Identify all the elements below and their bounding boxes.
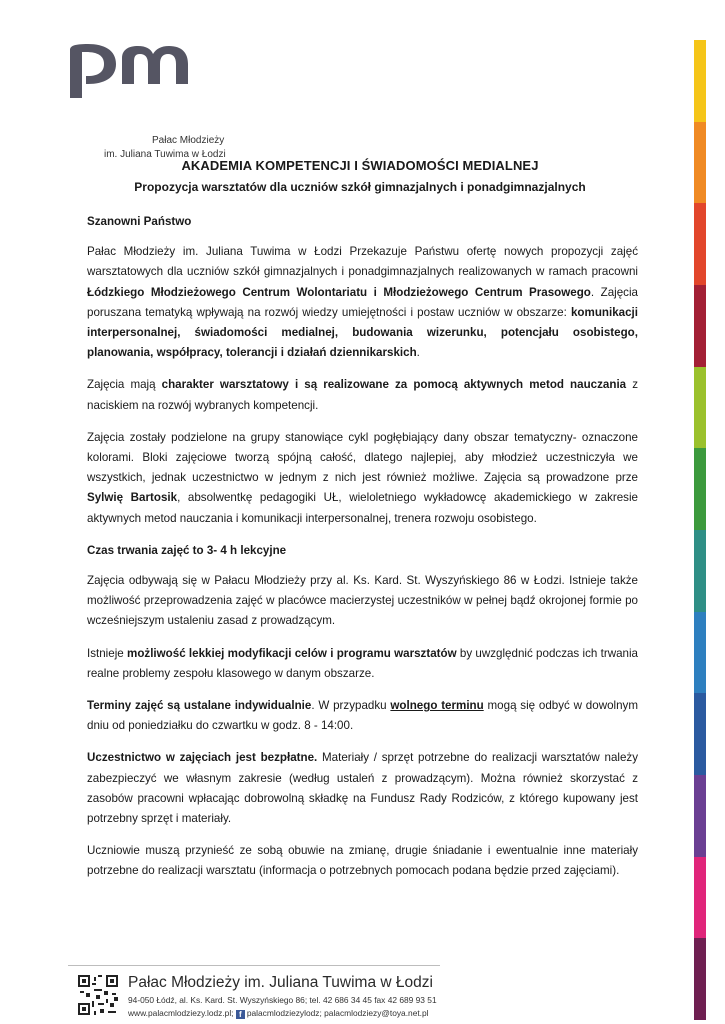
paragraph-location: Zajęcia odbywają się w Pałacu Młodzieży przy al. Ks. Kard. St. Wyszyńskiego 86 w Łodzi. Istnieje także możliwość przeprowadzenia zajęć w placówce macierzystej uczestników w pełnej bądź okrojonej formie po wcześniejszym ustaleniu zasad z prowadzącym. [87,574,638,628]
bold-text: Uczestnictwo w zajęciach jest bezpłatne. [87,751,318,765]
page-subtitle: Propozycja warsztatów dla uczniów szkół gimnazjalnych i ponadgimnazjalnych [134,180,586,194]
text: . [416,346,420,360]
bold-text: Sylwię Bartosik [87,491,178,505]
bold-text: możliwość lekkiej modyfikacji celów i programu warsztatów [127,646,457,660]
color-strip-segment [694,530,706,612]
underlined-text: wolnego terminu [390,699,484,713]
text: Istnieje [87,646,128,660]
color-strip-segment [694,693,706,775]
logo-line-2: im. Juliana Tuwima w Łodzi [104,149,226,160]
color-strip-segment [694,40,706,122]
website-link[interactable]: www.palacmlodziezy.lodz.pl; [128,1008,234,1018]
text: Materiały / sprzęt potrzebne do realizacji warsztatów należy zabezpieczyć we własnym zakresie (według ustaleń z prowadzącym). Można również skorzystać z zasobów pracowni wpłacając dobrowolną składkę na Fundusz Rady Rodziców, z którego kupowany jest potrzebny sprzęt i materiały. [87,751,639,826]
footer-divider [68,965,440,966]
footer-contacts [128,1008,429,1019]
text: Zajęcia mają [87,378,162,392]
text: Zajęcia zostały podzielone na grupy stanowiące cykl pogłębiający dany obszar tematyczny- oznaczone kolorami. Bloki zajęciowe tworzą spójną całość, dlatego najlepiej, aby młodzież uczestniczyła we wszystkich, jednak uczestnictwo w jednym z nich jest również możliwe. Zajęcia są prowadzone prze [87,430,638,485]
paragraph-requirements: Uczniowie muszą przynieść ze sobą obuwie na zmianę, drugie śniadanie i ewentualnie inne materiały potrzebne do realizacji warsztatu (informacja o potrzebnych pomocach podana będzie przed zajęciami). [87,844,638,878]
footer-institution-name: Pałac Młodzieży im. Juliana Tuwima w Łodzi [128,974,433,991]
paragraph-intro [87,242,638,363]
letter-body [87,212,638,894]
facebook-icon: f [236,1010,245,1019]
color-strip-segment [694,203,706,285]
text: Pałac Młodzieży im. Juliana Tuwima w Łodzi Przekazuje Państwu ofertę nowych propozycji zajęć warsztatowych dla uczniów szkół gimnazjalnych i ponadgimnazjalnych realizowanych w ramach pracowni [87,245,638,279]
text: , absolwentkę pedagogiki UŁ, wieloletniego wykładowcę akademickiego w zakresie aktywnych metod nauczania i komunikacji interpersonalnej, trenera rozwoju osobistego. [87,491,639,525]
pm-logo-mark [64,40,194,100]
qr-code-icon [78,975,118,1015]
color-strip-segment [694,448,706,530]
paragraph-modification [87,644,638,684]
logo-line-1: Pałac Młodzieży [152,135,225,146]
bold-text: Łódzkiego Młodzieżowego Centrum Wolontariatu i Młodzieżowego Centrum Prasowego [87,285,591,299]
color-strip-segment [694,938,706,1020]
color-strip [694,40,706,1020]
paragraph-groups [87,428,638,529]
footer-address: 94-050 Łódź, al. Ks. Kard. St. Wyszyńskiego 86; tel. 42 686 34 45 fax 42 689 93 51 [128,995,437,1005]
text: by uwzględnić podczas ich trwania realne problemy zespołu klasowego w danym obszarze. [87,646,638,680]
color-strip-segment [694,857,706,939]
palac-logo [64,40,226,160]
color-strip-segment [694,285,706,367]
salutation: Szanowni Państwo [87,215,192,228]
facebook-link[interactable]: palacmlodziezylodz; [246,1008,322,1018]
color-strip-segment [694,122,706,204]
paragraph-terms [87,696,638,736]
bold-text: Terminy zajęć są ustalane indywidualnie [87,699,312,713]
duration-heading: Czas trwania zajęć to 3- 4 h lekcyjne [87,543,287,557]
text: z naciskiem na rozwój wybranych kompetencji. [87,378,638,412]
text: . Zajęcia poruszana tematyką wpływają na rozwój wiedzy umiejętności i postaw uczniów w obszarze: [87,285,638,319]
color-strip-segment [694,612,706,694]
bold-text: komunikacji interpersonalnej, świadomości medialnej, budowania wizerunku, potencjału osobistego, planowania, współpracy, tolerancji i działań dziennikarskich [87,305,638,360]
paragraph-character [87,375,638,415]
color-strip-segment [694,367,706,449]
paragraph-free [87,748,638,829]
text: . W przypadku [311,699,391,713]
text: mogą się odbyć w dowolnym dniu od poniedziałku do czwartku w godz. 8 - 14:00. [87,699,638,733]
page-title: AKADEMIA KOMPETENCJI I ŚWIADOMOŚCI MEDIALNEJ [181,158,539,173]
color-strip-segment [694,775,706,857]
email-link[interactable]: palacmlodziezy@toya.net.pl [324,1008,429,1018]
bold-text: charakter warsztatowy i są realizowane za pomocą aktywnych metod nauczania [161,378,627,392]
